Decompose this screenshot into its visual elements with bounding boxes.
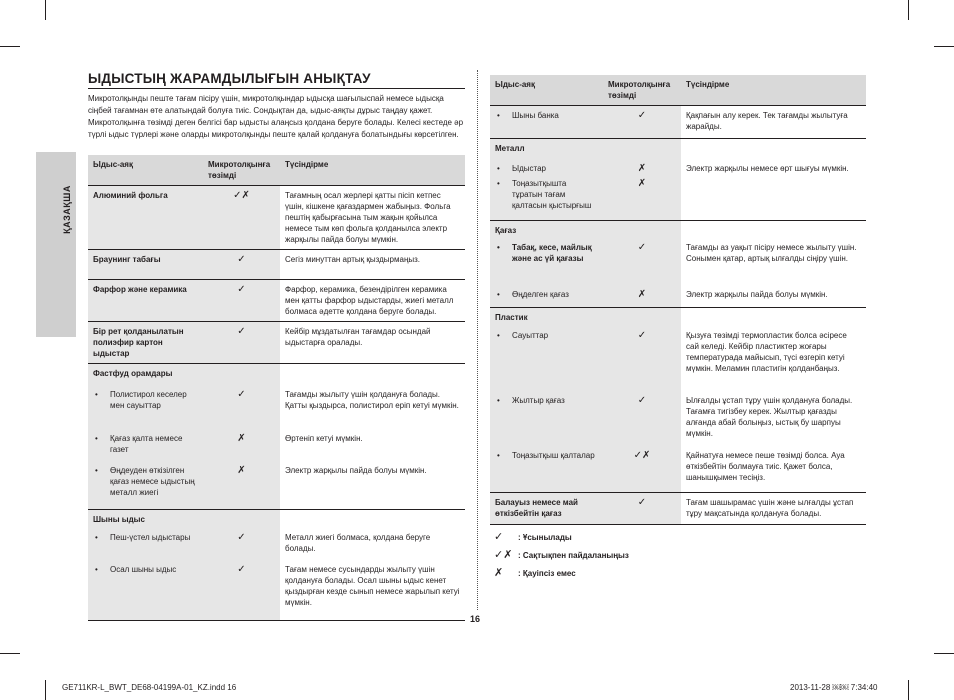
description-cell: Сегіз минуттан артық қыздырмаңыз.: [280, 250, 465, 280]
description-cell: Тағамды жылыту үшін қолдануға болады. Қатты қыздырса, полистирол еріп кетуі мүмкін.: [285, 390, 459, 410]
crop-mark: [934, 46, 954, 47]
description-cell: Тағамды аз уақыт пісіру немесе жылыту үшін. Сонымен қатар, артық ылғалды сіңіру үшін.: [686, 243, 857, 263]
legend-text: : Сақтықпен пайдаланыңыз: [518, 551, 629, 560]
description-cell: Өртеніп кетуі мүмкін.: [285, 434, 363, 443]
cross-icon: ✗: [494, 567, 504, 579]
sub-item: • Полистирол кеселер мен сауыттар: [93, 389, 198, 433]
crop-mark: [0, 653, 20, 654]
description-cell: Металл жиегі болмаса, қолдана беруге болады.: [285, 533, 431, 553]
fold-line: [477, 70, 478, 610]
sub-item: • Тоңазытқыш қалталар: [495, 450, 598, 488]
check-cross-icon: ✓✗: [494, 549, 513, 561]
symbol-cell: ✓: [203, 250, 280, 280]
language-side-tab: [36, 152, 76, 337]
sub-item: • Жылтыр қағаз: [495, 395, 598, 450]
legend-recommended: [494, 530, 572, 543]
left-cookware-table: [88, 155, 465, 621]
description-cell: Қайнатуға немесе пеше төзімді болса. Ауа өткізбейтін болмауға тиіс. Қажет болса, шанышқымен тесіңіз.: [686, 451, 845, 482]
description-cell: Қызуға төзімді термопластик болса әсіресе сай келеді. Кейбір пластиктер жоғары температурада майысып, түсі өзгеріп кетуі мүмкін. Меламин пластигін қолданбаңыз.: [686, 331, 847, 373]
col-header-description: Түсіндірме: [681, 75, 866, 106]
item-cell: Балауыз немесе май өткізбейтін қағаз: [490, 493, 603, 525]
sub-item: • Өңдеуден өткізілген қағаз немесе ыдыстың металл жиегі: [93, 465, 198, 505]
sub-item: • Қағаз қалта немесе газет: [93, 433, 198, 465]
section-title-paper: Қағаз: [495, 226, 517, 235]
crop-mark: [45, 680, 46, 700]
description-cell: Ылғалды ұстап тұру үшін қолдануға болады. Тағамға тигізбеу керек. Жылтыр қағазды алғанда абай болыңыз, ыстық бу шарпуы мүмкін.: [686, 396, 853, 438]
section-title-glass: Шыны ыдыс: [93, 515, 145, 524]
item-cell: Алюминий фольга: [88, 186, 203, 250]
table-row: [490, 106, 866, 139]
table-row: [490, 493, 866, 525]
footer-file-info: GE711KR-L_BWT_DE68-04199A-01_KZ.indd 16: [62, 683, 237, 692]
symbol-cell: ✓: [603, 106, 681, 139]
section-title-metal: Металл: [495, 144, 525, 153]
description-cell: Тағам немесе сусындарды жылыту үшін қолдануға болады. Осал шыны ыдыс кенет қыздырған кезде сынып немесе жарылып кетуі мүмкін.: [285, 565, 460, 607]
sub-item: • Сауыттар: [495, 330, 598, 395]
legend-text: : Ұсынылады: [518, 533, 572, 542]
description-cell: Фарфор, керамика, безендірілген керамика мен қатты фарфор ыдыстарды, жиегі металл болмаса әдетте қолдана беруге болады.: [280, 280, 465, 322]
sub-item: • Шыны банка: [495, 110, 598, 121]
crop-mark: [908, 680, 909, 700]
title-rule: [88, 88, 465, 89]
table-row: [88, 322, 465, 364]
description-cell: Электр жарқылы немесе өрт шығуы мүмкін.: [686, 164, 849, 173]
symbol-cell: ✓: [603, 493, 681, 525]
page-title: ЫДЫСТЫҢ ЖАРАМДЫЛЫҒЫН АНЫҚТАУ: [88, 71, 371, 86]
legend-unsafe: [494, 566, 576, 579]
col-header-description: Түсіндірме: [280, 155, 465, 186]
legend-text: : Қауіпсіз емес: [518, 569, 576, 578]
symbol-cell: ✓✗: [203, 186, 280, 250]
description-cell: Қақпағын алу керек. Тек тағамды жылытуға жарайды.: [681, 106, 866, 139]
symbol-cell: ✗: [237, 465, 246, 476]
crop-mark: [908, 0, 909, 20]
table-row: [490, 139, 866, 221]
check-icon: ✓: [494, 531, 504, 543]
item-cell: Фарфор және керамика: [88, 280, 203, 322]
table-row: [88, 364, 465, 510]
table-row: [490, 221, 866, 308]
description-cell: Электр жарқылы пайда болуы мүмкін.: [686, 290, 828, 299]
symbol-cell: ✓: [203, 322, 280, 364]
crop-mark: [0, 46, 20, 47]
legend-caution: [494, 548, 629, 561]
page-number: 16: [470, 614, 481, 624]
table-row: [490, 308, 866, 493]
section-title-fastfood: Фастфуд орамдары: [93, 369, 173, 378]
sub-item: • Тоңазытқышта тұратын тағам қалтасын қыстырғыш: [495, 178, 598, 216]
sub-item: • Пеш-үстел ыдыстары: [93, 532, 198, 564]
col-header-microwave-safe: Микротолқынға төзімді: [603, 75, 681, 106]
side-tab-label: ҚАЗАҚША: [62, 185, 72, 234]
right-cookware-table: [490, 75, 866, 525]
sub-item: • Осал шыны ыдыс: [93, 564, 198, 616]
sub-item: • Табақ, кесе, майлық және ас үй қағазы: [495, 242, 598, 289]
sub-item: • Ыдыстар: [495, 163, 598, 178]
table-row: [88, 510, 465, 621]
table-row: [88, 280, 465, 322]
symbol-cell: ✓: [637, 395, 647, 406]
symbol-cell: ✓: [637, 330, 647, 341]
col-header-item: Ыдыс-аяқ: [490, 75, 603, 106]
symbol-cell: ✗: [637, 178, 647, 189]
symbol-cell: ✓: [203, 280, 280, 322]
footer-timestamp: 2013-11-28 ￼￼ 7:34:40: [790, 683, 878, 692]
intro-paragraph: Микротолқынды пеште тағам пісіру үшін, микротолқындар ыдысқа шағылыспай немесе ыдысқа сіңбей тағамнан өте алатындай болуға тиіс. Сондықтан да, ыдыс-аяқты дұрыс таңдау қажет. Микротолқынға төзімді деген белгісі бар ыдысты алаңсыз қолдана беруге болады. Келесі кестеде әр түрлі ыдыс түрлері және оларды микротолқынды пеште қалай қолдануға болатындығы көрсетілген.: [88, 94, 464, 139]
symbol-cell: ✗: [637, 289, 647, 300]
item-cell: Браунинг табағы: [88, 250, 203, 280]
crop-mark: [934, 653, 954, 654]
symbol-cell: ✓✗: [633, 450, 651, 461]
item-cell: Бір рет қолданылатын полиэфир картон ыдыстар: [88, 322, 203, 364]
crop-mark: [45, 0, 46, 20]
col-header-item: Ыдыс-аяқ: [88, 155, 203, 186]
symbol-cell: ✗: [637, 163, 647, 174]
symbol-cell: ✓: [237, 389, 246, 400]
description-cell: Тағам шашырамас үшін және ылғалды ұстап тұру мақсатында қолдануға болады.: [681, 493, 866, 525]
symbol-cell: ✗: [237, 433, 246, 444]
table-row: [88, 186, 465, 250]
description-cell: Кейбір мұздатылған тағамдар осындай ыдыстарға оралады.: [280, 322, 465, 364]
symbol-cell: ✓: [237, 564, 246, 575]
table-row: [88, 250, 465, 280]
col-header-microwave-safe: Микротолқынға төзімді: [203, 155, 280, 186]
description-cell: Электр жарқылы пайда болуы мүмкін.: [285, 466, 427, 475]
section-title-plastic: Пластик: [495, 313, 528, 322]
symbol-cell: ✓: [237, 532, 246, 543]
sub-item: • Өңделген қағаз: [495, 289, 598, 303]
description-cell: Тағамның осал жерлері қатты пісіп кетпес үшін, кішкене қағаздармен жабыңыз. Фольга пештің қабырғасына тым жақын қойылса немесе тым көп фольга қолданылса электр жарқылы пайда болуы мүмкін.: [280, 186, 465, 250]
symbol-cell: ✓: [637, 242, 647, 253]
